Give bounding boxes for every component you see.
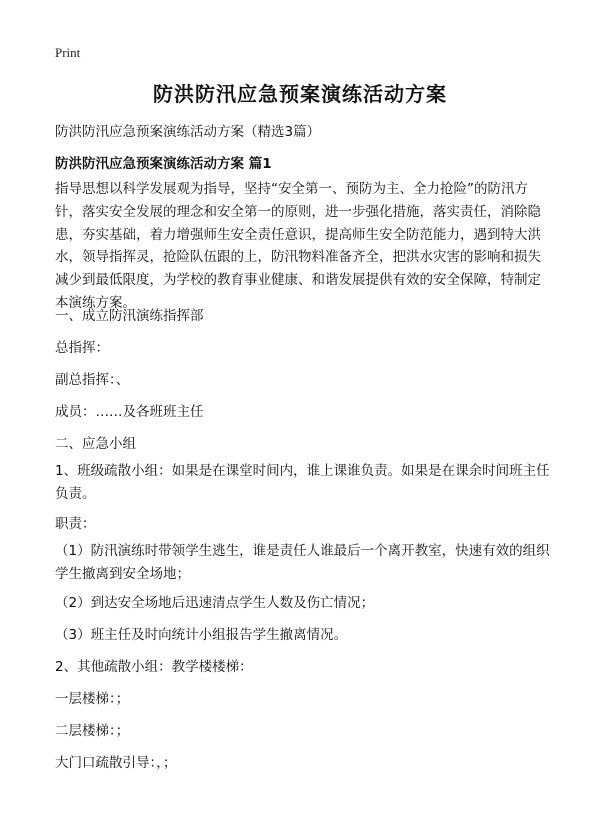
document-title: 防洪防汛应急预案演练活动方案	[153, 82, 447, 106]
document-subtitle: 防洪防汛应急预案演练活动方案（精选3篇）	[55, 124, 321, 140]
duty-item-2: （2）到达安全场地后迅速清点学生人数及伤亡情况；	[55, 595, 375, 611]
second-floor-stairs: 二层楼梯：；	[55, 723, 130, 739]
section-heading: 防洪防汛应急预案演练活动方案 篇1	[55, 156, 272, 172]
commander-line: 总指挥：	[55, 340, 109, 356]
main-gate-guide: 大门口疏散引导：，；	[55, 755, 177, 771]
other-evacuation-groups: 2、其他疏散小组：教学楼楼梯：	[55, 659, 253, 675]
heading-command-center: 一、成立防汛演练指挥部	[55, 308, 204, 324]
class-evacuation-paragraph: 1、班级疏散小组：如果是在课堂时间内，谁上课谁负责。如果是在课余时间班主任负责。	[55, 463, 550, 502]
heading-emergency-groups: 二、应急小组	[55, 436, 136, 452]
intro-paragraph: 指导思想以科学发展观为指导，坚持“安全第一、预防为主、全力抢险”的防汛方针，落实安全发展的理念和安全第一的原则，进一步强化措施，落实责任，消除隐患，夯实基础，着力增强师生安全责任意识，提高师生安全防范能力，遇到特大洪水，领导指挥灵，抢险队伍跟的上，防汛物料准备齐全，把洪水灾害的影响和损失减少到最低限度，为学校的教育事业健康、和谐发展提供有效的安全保障，特制定本演练方案。	[55, 181, 541, 311]
print-link[interactable]: Print	[55, 45, 81, 60]
first-floor-stairs: 一层楼梯：；	[55, 691, 130, 707]
duty-item-3: （3）班主任及时向统计小组报告学生撤离情况。	[55, 627, 348, 643]
duty-item-1: （1）防汛演练时带领学生逃生，谁是责任人谁最后一个离开教室，快速有效的组织学生撤离到安全场地；	[55, 543, 550, 582]
members-line: 成员：……及各班班主任	[55, 404, 204, 420]
duties-label: 职责：	[55, 516, 96, 532]
deputy-commander-line: 副总指挥：、	[55, 372, 130, 388]
